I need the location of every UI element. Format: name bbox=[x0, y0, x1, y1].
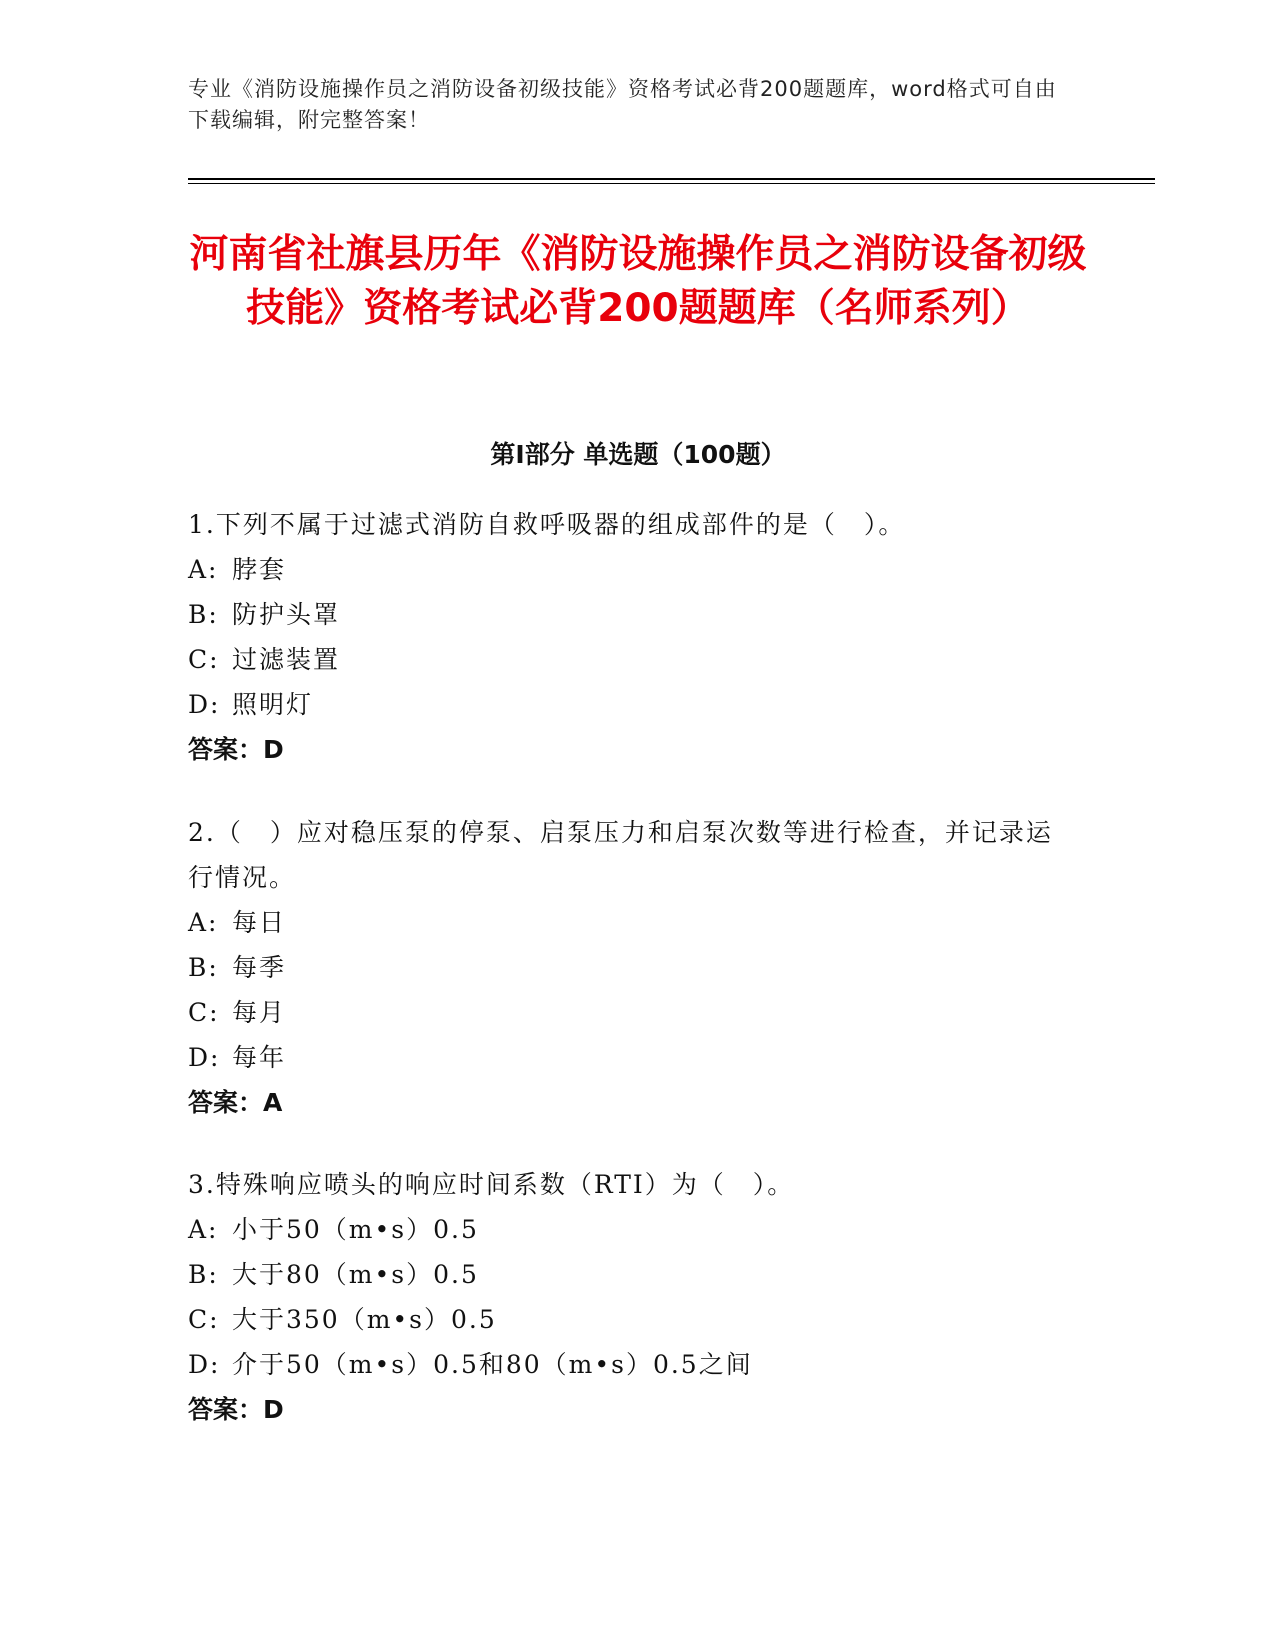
option-text: 大于350（m•s）0.5 bbox=[232, 1305, 497, 1334]
option-letter: A: bbox=[188, 555, 219, 584]
option-a bbox=[188, 1207, 1068, 1252]
option-letter: B: bbox=[188, 1260, 219, 1289]
answer: 答案：D bbox=[188, 735, 284, 764]
option-letter: D: bbox=[188, 690, 221, 719]
option-d bbox=[188, 682, 1068, 727]
option-b bbox=[188, 1252, 1068, 1297]
option-text: 介于50（m•s）0.5和80（m•s）0.5之间 bbox=[232, 1350, 753, 1379]
option-letter: D: bbox=[188, 1043, 221, 1072]
section-title: 第Ⅰ部分 单选题（100题） bbox=[490, 440, 786, 469]
option-text: 小于50（m•s）0.5 bbox=[232, 1215, 479, 1244]
question-3 bbox=[188, 1162, 1068, 1432]
question-stem: 2.（ ）应对稳压泵的停泵、启泵压力和启泵次数等进行检查，并记录运行情况。 bbox=[188, 818, 1053, 892]
header-divider-thin bbox=[188, 183, 1155, 184]
option-a bbox=[188, 547, 1068, 592]
option-text: 大于80（m•s）0.5 bbox=[232, 1260, 479, 1289]
option-letter: C: bbox=[188, 1305, 220, 1334]
option-a bbox=[188, 900, 1068, 945]
option-d bbox=[188, 1342, 1068, 1387]
option-letter: B: bbox=[188, 953, 219, 982]
option-d bbox=[188, 1035, 1068, 1080]
option-letter: D: bbox=[188, 1350, 221, 1379]
option-b bbox=[188, 592, 1068, 637]
option-b bbox=[188, 945, 1068, 990]
header-note: 专业《消防设施操作员之消防设备初级技能》资格考试必背200题题库，word格式可自由下载编辑，附完整答案！ bbox=[188, 77, 1057, 132]
option-text: 每季 bbox=[232, 953, 287, 982]
document-title: 河南省社旗县历年《消防设施操作员之消防设备初级技能》资格考试必背200题题库（名师系列） bbox=[189, 232, 1087, 331]
option-text: 照明灯 bbox=[232, 690, 314, 719]
option-letter: A: bbox=[188, 1215, 219, 1244]
question-2 bbox=[188, 810, 1068, 1125]
option-letter: C: bbox=[188, 998, 220, 1027]
option-text: 过滤装置 bbox=[232, 645, 341, 674]
option-text: 防护头罩 bbox=[232, 600, 341, 629]
option-letter: A: bbox=[188, 908, 219, 937]
answer: 答案：D bbox=[188, 1395, 284, 1424]
option-text: 每日 bbox=[232, 908, 287, 937]
question-stem: 1.下列不属于过滤式消防自救呼吸器的组成部件的是（ ）。 bbox=[188, 510, 906, 539]
option-text: 脖套 bbox=[232, 555, 287, 584]
option-c bbox=[188, 990, 1068, 1035]
header-divider-thick bbox=[188, 178, 1155, 180]
answer: 答案：A bbox=[188, 1088, 283, 1117]
option-c bbox=[188, 1297, 1068, 1342]
option-letter: B: bbox=[188, 600, 219, 629]
option-letter: C: bbox=[188, 645, 220, 674]
option-text: 每月 bbox=[232, 998, 287, 1027]
question-1 bbox=[188, 502, 1068, 772]
question-stem: 3.特殊响应喷头的响应时间系数（RTI）为（ ）。 bbox=[188, 1170, 795, 1199]
option-text: 每年 bbox=[232, 1043, 287, 1072]
option-c bbox=[188, 637, 1068, 682]
